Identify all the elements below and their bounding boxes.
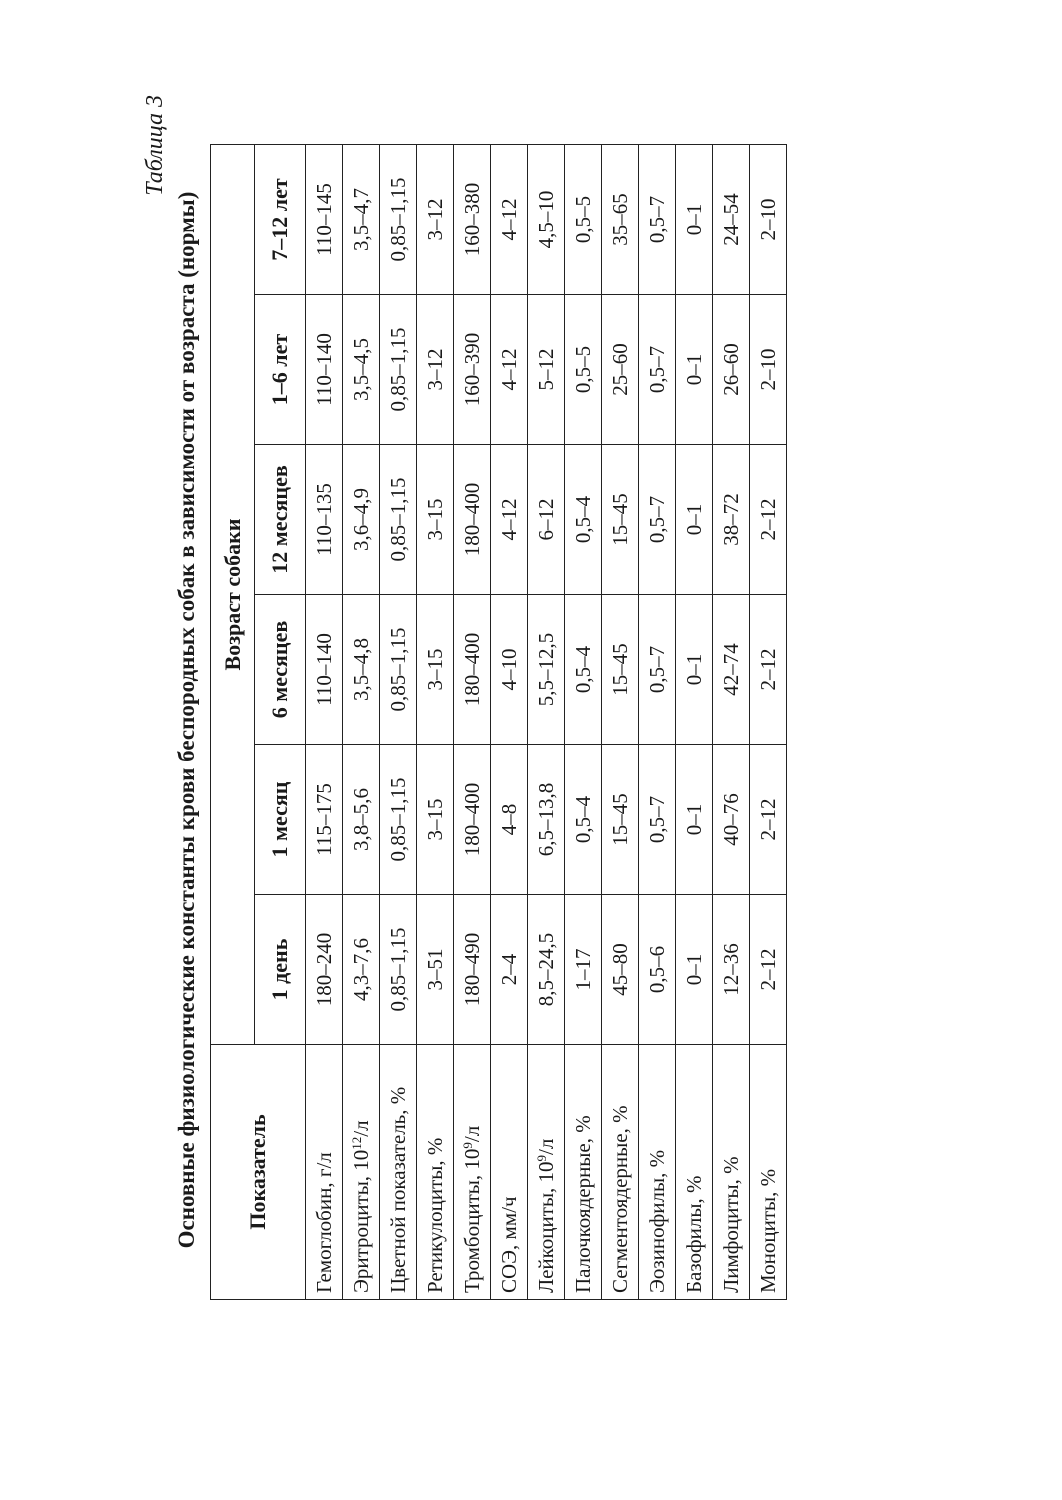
indicator-unit-tail: /л <box>348 1120 373 1137</box>
table-cell-value: 40–76 <box>713 745 750 895</box>
table-cell-value: 0,85–1,15 <box>380 445 417 595</box>
table-cell-value: 3–15 <box>417 595 454 745</box>
table-cell-value: 5,5–12,5 <box>528 595 565 745</box>
table-cell-value: 180–240 <box>306 895 343 1045</box>
table-cell-value: 26–60 <box>713 295 750 445</box>
table-cell-value: 0,85–1,15 <box>380 144 417 294</box>
table-cell-value: 0,5–4 <box>565 745 602 895</box>
row-indicator-name: Гемоглобин, г/л <box>306 1045 343 1300</box>
table-cell-value: 0,85–1,15 <box>380 745 417 895</box>
row-indicator-name: Сегментоядерные, % <box>602 1045 639 1300</box>
table-cell-value: 0,85–1,15 <box>380 595 417 745</box>
table-cell-value: 15–45 <box>602 445 639 595</box>
indicator-unit-exponent: 9 <box>533 1154 549 1162</box>
table-cell-value: 4,5–10 <box>528 144 565 294</box>
blood-constants-table <box>210 144 787 1300</box>
table-row <box>639 144 676 1299</box>
row-indicator-name: Цветной показатель, % <box>380 1045 417 1300</box>
table-body <box>306 144 787 1299</box>
table-cell-value: 0–1 <box>676 295 713 445</box>
header-age-group: Возраст собаки <box>211 144 255 1044</box>
header-indicator: Показатель <box>211 1045 306 1300</box>
table-row <box>491 144 528 1299</box>
table-cell-value: 1–17 <box>565 895 602 1045</box>
table-row <box>454 144 491 1299</box>
table-cell-value: 4–12 <box>491 295 528 445</box>
table-row <box>380 144 417 1299</box>
row-indicator-name: Ретикулоциты, % <box>417 1045 454 1300</box>
rotated-page-content <box>140 95 780 1345</box>
table-cell-value: 4–12 <box>491 445 528 595</box>
table-row <box>306 144 343 1299</box>
table-cell-value: 0,5–5 <box>565 295 602 445</box>
table-row <box>343 144 380 1299</box>
table-cell-value: 6,5–13,8 <box>528 745 565 895</box>
header-age: 1 день <box>255 895 306 1045</box>
table-cell-value: 2–10 <box>750 144 787 294</box>
table-cell-value: 0–1 <box>676 144 713 294</box>
table-cell-value: 2–4 <box>491 895 528 1045</box>
row-indicator-name <box>528 1045 565 1300</box>
table-cell-value: 3,8–5,6 <box>343 745 380 895</box>
table-cell-value: 42–74 <box>713 595 750 745</box>
table-cell-value: 0,5–7 <box>639 295 676 445</box>
table-cell-value: 4–12 <box>491 144 528 294</box>
row-indicator-name: Палочкоядерные, % <box>565 1045 602 1300</box>
table-cell-value: 0,5–5 <box>565 144 602 294</box>
table-cell-value: 0,5–4 <box>565 595 602 745</box>
header-age: 1–6 лет <box>255 295 306 445</box>
table-cell-value: 0,5–7 <box>639 595 676 745</box>
table-cell-value: 12–36 <box>713 895 750 1045</box>
table-cell-value: 115–175 <box>306 745 343 895</box>
table-cell-value: 0,5–7 <box>639 745 676 895</box>
header-age: 1 месяц <box>255 745 306 895</box>
row-indicator-name: Базофилы, % <box>676 1045 713 1300</box>
table-cell-value: 0–1 <box>676 595 713 745</box>
table-cell-value: 4–10 <box>491 595 528 745</box>
table-cell-value: 110–145 <box>306 144 343 294</box>
table-cell-value: 180–400 <box>454 595 491 745</box>
table-row <box>602 144 639 1299</box>
indicator-name-text: Тромбоциты, 10 <box>459 1148 484 1293</box>
indicator-name-text: Лейкоциты, 10 <box>533 1161 558 1293</box>
table-cell-value: 0–1 <box>676 895 713 1045</box>
table-cell-value: 0,85–1,15 <box>380 895 417 1045</box>
table-cell-value: 3–15 <box>417 745 454 895</box>
indicator-unit-exponent: 12 <box>348 1136 364 1150</box>
row-indicator-name <box>454 1045 491 1300</box>
row-indicator-name: Моноциты, % <box>750 1045 787 1300</box>
table-cell-value: 3–15 <box>417 445 454 595</box>
row-indicator-name: Лимфоциты, % <box>713 1045 750 1300</box>
table-cell-value: 0–1 <box>676 745 713 895</box>
table-cell-value: 2–12 <box>750 745 787 895</box>
table-cell-value: 110–140 <box>306 595 343 745</box>
table-cell-value: 180–490 <box>454 895 491 1045</box>
table-cell-value: 3–51 <box>417 895 454 1045</box>
table-cell-value: 180–400 <box>454 745 491 895</box>
table-cell-value: 3,5–4,8 <box>343 595 380 745</box>
indicator-name-text: Эритроциты, 10 <box>348 1149 373 1293</box>
table-cell-value: 8,5–24,5 <box>528 895 565 1045</box>
table-cell-value: 4–8 <box>491 745 528 895</box>
table-cell-value: 3,5–4,5 <box>343 295 380 445</box>
table-cell-value: 4,3–7,6 <box>343 895 380 1045</box>
table-label: Таблица 3 <box>142 95 168 196</box>
header-row-group <box>211 144 255 1299</box>
table-cell-value: 110–140 <box>306 295 343 445</box>
table-cell-value: 0–1 <box>676 445 713 595</box>
table-cell-value: 0,5–7 <box>639 445 676 595</box>
table-cell-value: 3–12 <box>417 144 454 294</box>
row-indicator-name <box>343 1045 380 1300</box>
table-row <box>565 144 602 1299</box>
table-cell-value: 3,5–4,7 <box>343 144 380 294</box>
table-cell-value: 35–65 <box>602 144 639 294</box>
table-cell-value: 0,85–1,15 <box>380 295 417 445</box>
indicator-unit-exponent: 9 <box>459 1142 475 1149</box>
table-row <box>676 144 713 1299</box>
row-indicator-name: Эозинофилы, % <box>639 1045 676 1300</box>
table-row <box>528 144 565 1299</box>
table-cell-value: 2–12 <box>750 445 787 595</box>
table-cell-value: 2–12 <box>750 895 787 1045</box>
table-cell-value: 2–10 <box>750 295 787 445</box>
table-row <box>417 144 454 1299</box>
table-cell-value: 0,5–4 <box>565 445 602 595</box>
table-cell-value: 15–45 <box>602 745 639 895</box>
table-cell-value: 0,5–6 <box>639 895 676 1045</box>
table-cell-value: 15–45 <box>602 595 639 745</box>
table-title: Основные физиологические константы крови беспородных собак в зависимости от возраста (нормы) <box>174 191 199 1249</box>
table-cell-value: 3,6–4,9 <box>343 445 380 595</box>
table-cell-value: 160–380 <box>454 144 491 294</box>
table-cell-value: 160–390 <box>454 295 491 445</box>
table-cell-value: 2–12 <box>750 595 787 745</box>
table-cell-value: 45–80 <box>602 895 639 1045</box>
header-age: 7–12 лет <box>255 144 306 294</box>
row-indicator-name: СОЭ, мм/ч <box>491 1045 528 1300</box>
header-age: 12 месяцев <box>255 445 306 595</box>
table-cell-value: 24–54 <box>713 144 750 294</box>
indicator-unit-tail: /л <box>533 1138 558 1155</box>
table-cell-value: 5–12 <box>528 295 565 445</box>
table-cell-value: 0,5–7 <box>639 144 676 294</box>
table-cell-value: 25–60 <box>602 295 639 445</box>
header-age: 6 месяцев <box>255 595 306 745</box>
table-cell-value: 6–12 <box>528 445 565 595</box>
table-cell-value: 3–12 <box>417 295 454 445</box>
table-cell-value: 38–72 <box>713 445 750 595</box>
table-row <box>713 144 750 1299</box>
table-cell-value: 110–135 <box>306 445 343 595</box>
indicator-unit-tail: /л <box>459 1125 484 1143</box>
table-cell-value: 180–400 <box>454 445 491 595</box>
table-row <box>750 144 787 1299</box>
